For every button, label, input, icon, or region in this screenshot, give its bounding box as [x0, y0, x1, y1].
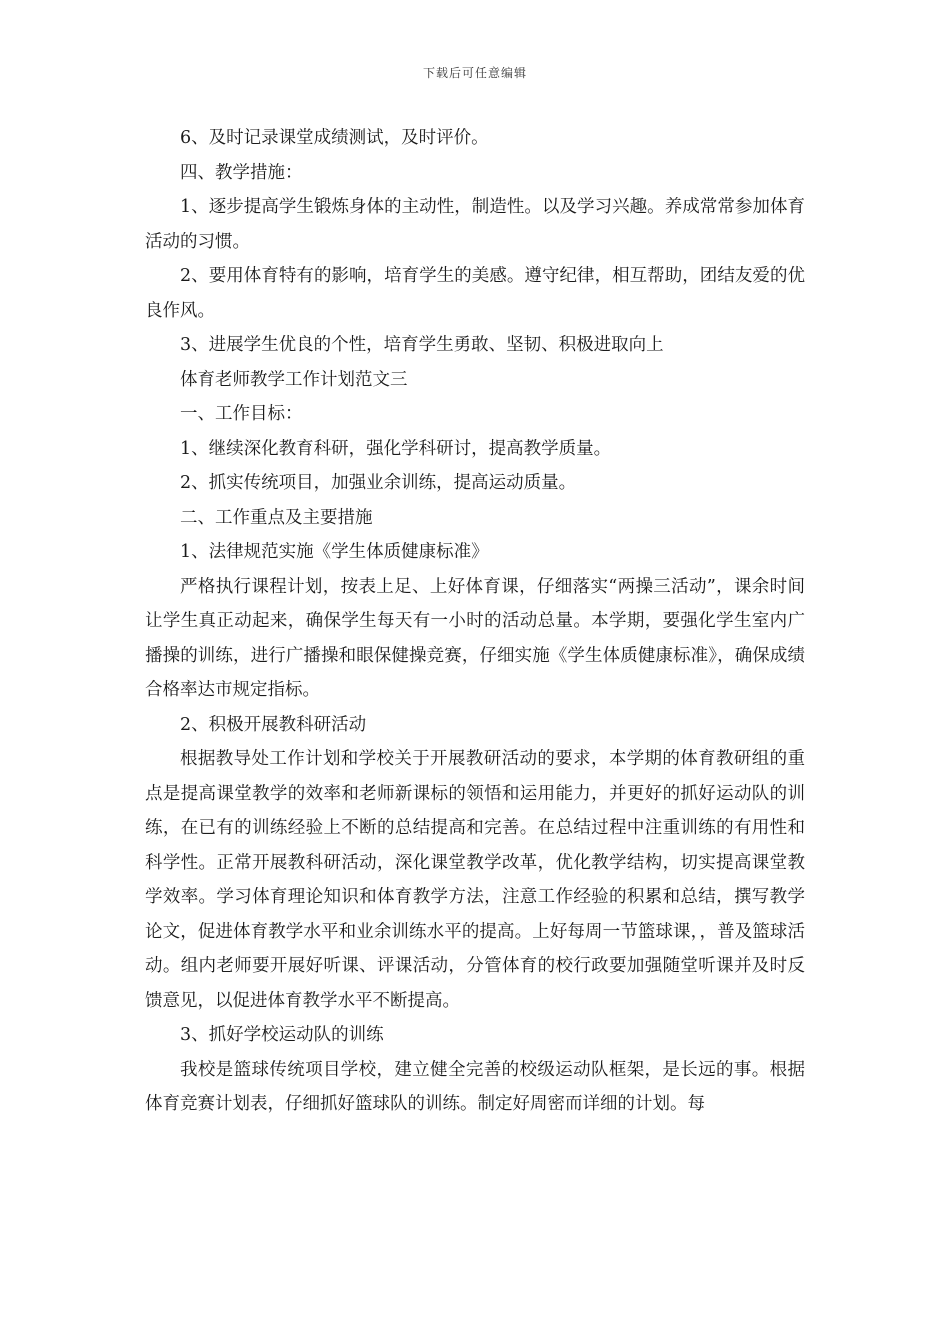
paragraph: 2、抓实传统项目，加强业余训练，提高运动质量。 — [180, 473, 577, 493]
paragraph: 我校是篮球传统项目学校，建立健全完善的校级运动队框架，是长远的事。根据体育竞赛计划表，仔细抓好篮球队的训练。制定好周密而详细的计划。每 — [145, 1059, 805, 1114]
paragraph: 3、进展学生优良的个性，培育学生勇敢、坚韧、积极进取向上 — [180, 335, 664, 355]
document-body — [145, 121, 805, 1122]
paragraph: 严格执行课程计划，按表上足、上好体育课，仔细落实“两操三活动”，课余时间让学生真正动起来，确保学生每天有一小时的活动总量。本学期，要强化学生室内广播操的训练，进行广播操和眼保健操竞赛，仔细实施《学生体质健康标准》，确保成绩合格率达市规定指标。 — [145, 576, 805, 700]
paragraph: 1、继续深化教育科研，强化学科研讨，提高教学质量。 — [180, 438, 612, 459]
subsection-heading: 3、抓好学校运动队的训练 — [180, 1025, 384, 1045]
document-title: 体育老师教学工作计划范文三 — [180, 369, 408, 390]
section-heading: 四、教学措施： — [180, 162, 303, 183]
section-heading: 二、工作重点及主要措施 — [180, 507, 373, 528]
paragraph: 1、逐步提高学生锻炼身体的主动性，制造性。以及学习兴趣。养成常常参加体育活动的习惯。 — [145, 197, 805, 252]
page-header-note: 下载后可任意编辑 — [422, 66, 527, 80]
subsection-heading: 2、积极开展教科研活动 — [180, 714, 367, 735]
paragraph: 根据教导处工作计划和学校关于开展教研活动的要求，本学期的体育教研组的重点是提高课堂教学的效率和老师新课标的领悟和运用能力，并更好的抓好运动队的训练，在已有的训练经验上不断的总结提高和完善。在总结过程中注重训练的有用性和科学性。正常开展教科研活动，深化课堂教学改革，优化教学结构，切实提高课堂教学效率。学习体育理论知识和体育教学方法，注意工作经验的积累和总结，撰写教学论文，促进体育教学水平和业余训练水平的提高。上好每周一节篮球课，，普及篮球活动。组内老师要开展好听课、评课活动，分管体育的校行政要加强随堂听课并及时反馈意见，以促进体育教学水平不断提高。 — [145, 749, 805, 1011]
section-heading: 一、工作目标： — [180, 404, 303, 424]
paragraph: 2、要用体育特有的影响，培育学生的美感。遵守纪律，相互帮助，团结友爱的优良作风。 — [145, 266, 805, 321]
paragraph: 6、及时记录课堂成绩测试，及时评价。 — [180, 128, 489, 148]
subsection-heading: 1、法律规范实施《学生体质健康标准》 — [180, 542, 489, 562]
